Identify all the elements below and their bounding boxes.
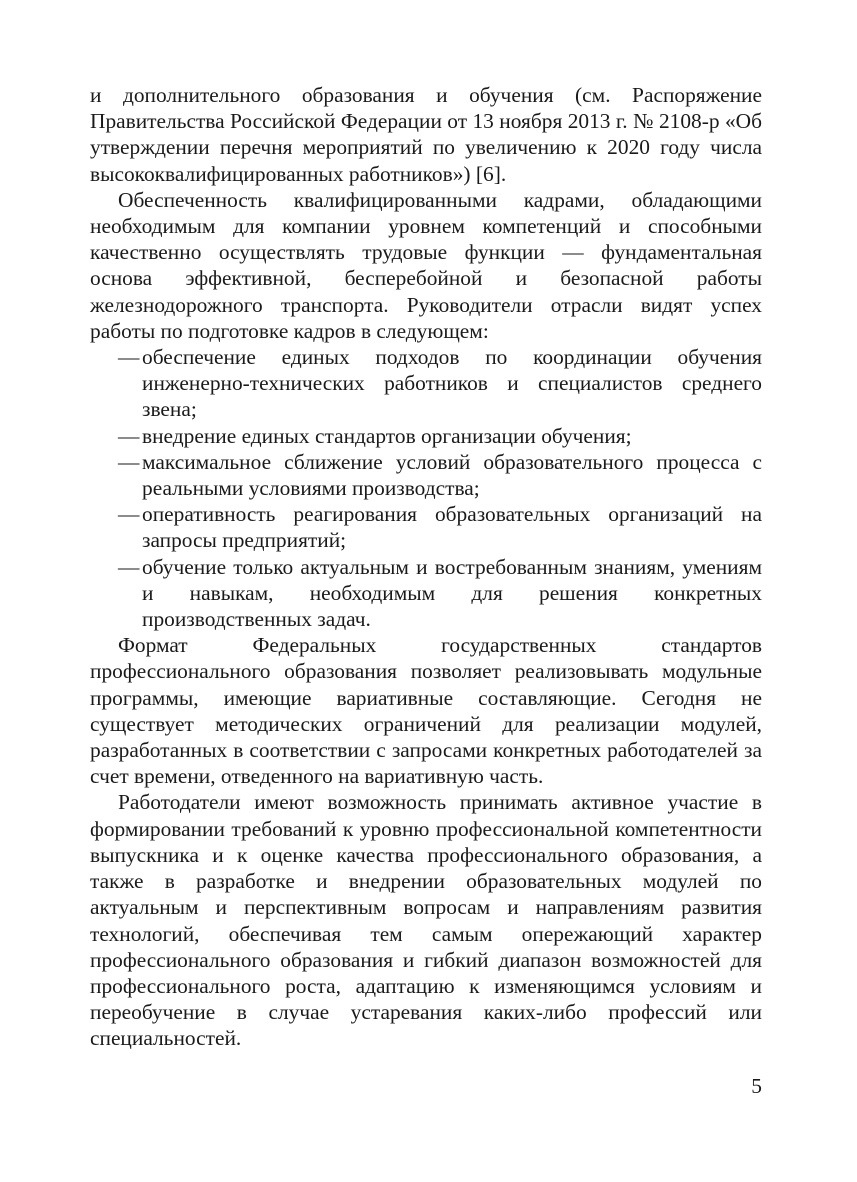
list-item: — максимальное сближение условий образовательного процесса с реальными условиями производства; xyxy=(118,449,762,501)
paragraph-continuation: и дополнительного образования и обучения (см. Распоряжение Правительства Российской Федерации от 13 ноября 2013 г. № 2108-р «Об утверждении перечня мероприятий по увеличению к 2020 году числа высококвалифицированных работников») [6]. xyxy=(90,83,762,186)
bullet-dash: — xyxy=(118,345,140,370)
paragraph-employers: Работодатели имеют возможность принимать активное участие в формировании требований к уровню профессиональной компетентности выпускника и к оценке качества профессионального образования, а также в разработке и внедрении образовательных модулей по актуальным и перспективным вопросам и направлениям развития технологий, обеспечивая тем самым опережающий характер профессионального образования и гибкий диапазон возможностей для профессионального роста, адаптацию к изменяющимся условиям и переобучение в случае устаревания каких-либо профессий или специальностей. xyxy=(90,790,762,1051)
list-item: — обучение только актуальным и востребованным знаниям, умениям и навыкам, необходимым для решения конкретных производственных задач. xyxy=(118,554,762,632)
bullet-dash: — xyxy=(118,449,140,474)
list-item: — внедрение единых стандартов организации обучения; xyxy=(118,423,632,448)
paragraph-staffing: Обеспеченность квалифицированными кадрами, обладающими необходимым для компании уровнем компетенций и способными качественно осуществлять трудовые функции — фундаментальная основа эффективной, бесперебойной и безопасной работы железнодорожного транспорта. Руководители отрасли видят успех работы по подготовке кадров в следующем: xyxy=(90,187,762,343)
page-body xyxy=(90,82,762,1052)
bullet-dash: — xyxy=(118,502,140,527)
list-item: — оперативность реагирования образовательных организаций на запросы предприятий; xyxy=(118,502,762,553)
bullet-dash: — xyxy=(118,423,140,448)
bullet-dash: — xyxy=(118,554,140,579)
list-item: — обеспечение единых подходов по координации обучения инженерно-технических работников и специалистов среднего звена; xyxy=(118,345,762,422)
bullet-list xyxy=(90,344,762,632)
paragraph-standards-format: Формат Федеральных государственных стандартов профессионального образования позволяет реализовывать модульные программы, имеющие вариативные составляющие. Сегодня не существует методических ограничений для реализации модулей, разработанных в соответствии с запросами конкретных работодателей за счет времени, отведенного на вариативную часть. xyxy=(90,633,762,789)
page-number: 5 xyxy=(751,1074,762,1098)
